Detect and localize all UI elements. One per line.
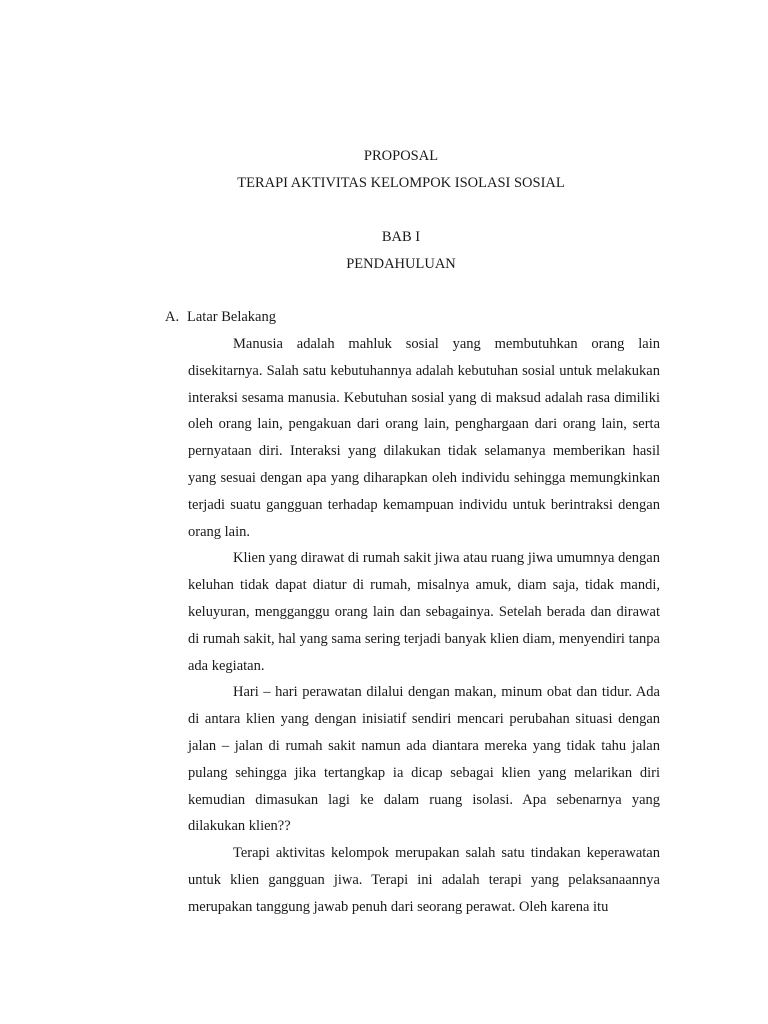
document-title: PROPOSAL	[363, 148, 439, 164]
section-heading	[165, 308, 276, 326]
paragraph: Klien yang dirawat di rumah sakit jiwa atau ruang jiwa umumnya dengan keluhan tidak dapat diatur di rumah, misalnya amuk, diam saja, tidak mandi, keluyuran, mengganggu orang lain dan sebagainya. Setelah berada dan dirawat di rumah sakit, hal yang sama sering terjadi banyak klien diam, menyendiri tanpa ada kegiatan.	[188, 550, 660, 674]
section-heading-text: Latar Belakang	[187, 309, 276, 325]
paragraph: Hari – hari perawatan dilalui dengan makan, minum obat dan tidur. Ada di antara klien yang dengan inisiatif sendiri mencari perubahan situasi dengan jalan – jalan di rumah sakit namun ada diantara mereka yang tidak tahu jalan pulang sehingga jika tertangkap ia dicap sebagai klien yang melarikan diri kemudian dimasukan lagi ke dalam ruang isolasi. Apa sebenarnya yang dilakukan klien??	[188, 684, 660, 835]
body-text	[188, 331, 660, 921]
chapter-number: BAB I	[381, 229, 421, 245]
paragraph: Terapi aktivitas kelompok merupakan salah satu tindakan keperawatan untuk klien gangguan jiwa. Terapi ini adalah terapi yang pelaksanaannya merupakan tanggung jawab penuh dari seorang perawat. Oleh karena itu	[188, 845, 660, 915]
chapter-title: PENDAHULUAN	[346, 256, 456, 272]
paragraph: Manusia adalah mahluk sosial yang membutuhkan orang lain disekitarnya. Salah satu kebutuhannya adalah kebutuhan sosial untuk melakukan interaksi sesama manusia. Kebutuhan sosial yang di maksud adalah rasa dimiliki oleh orang lain, pengakuan dari orang lain, penghargaan dari orang lain, serta pernyataan diri. Interaksi yang dilakukan tidak selamanya memberikan hasil yang sesuai dengan apa yang diharapkan oleh individu sehingga memungkinkan terjadi suatu gangguan terhadap kemampuan individu untuk berintraksi dengan orang lain.	[188, 336, 660, 540]
document-subtitle: TERAPI AKTIVITAS KELOMPOK ISOLASI SOSIAL	[237, 175, 565, 191]
section-label: A.	[165, 309, 180, 325]
